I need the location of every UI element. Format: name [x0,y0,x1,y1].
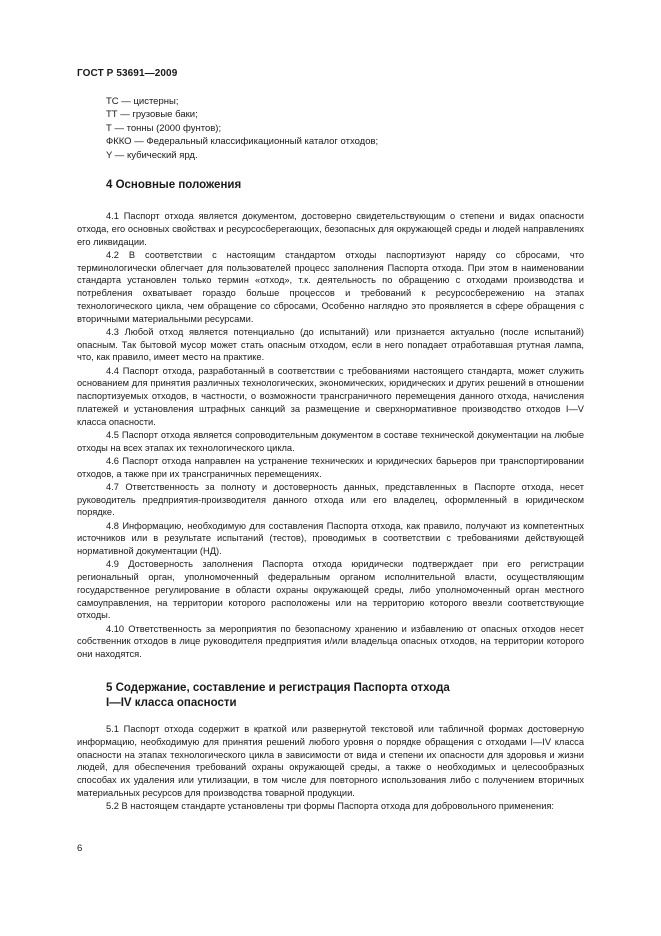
section-5-body [77,723,584,813]
abbreviation-item: ФККО — Федеральный классификационный каталог отходов; [106,136,379,148]
paragraph-4-8: 4.8 Информацию, необходимую для составления Паспорта отхода, как правило, получают из компетентных источников или в результате испытаний (тестов), проводимых в соответствии с требованиями действующей нормативной документации (НД). [77,520,584,556]
paragraph-4-2: 4.2 В соответствии с настоящим стандартом отходы паспортизуют наряду со сбросами, что терминологически облегчает для пользователей процесс заполнения Паспорта отхода. При этом в наименовании стандарта установлен только термин «отход», т.к. деятельность по обращению с отходами производства и потребления охватывает гораздо больше процессов и требований к ресурсосбережению на этапах технологического цикла, чем обращение со сбросами, Особенно наглядно это проявляется в сфере обращения с вторичными материальными ресурсами. [77,249,584,324]
paragraph-4-3: 4.3 Любой отход является потенциально (до испытаний) или признается актуально (после испытаний) опасным. Так бытовой мусор может стать опасным отходом, если в него попадает отработавшая ртутная лампа, что, как правило, имеет место на практике. [77,326,584,363]
paragraph-5-1: 5.1 Паспорт отхода содержит в краткой или развернутой текстовой или табличной формах достоверную информацию, необходимую для принятия решений любого уровня о порядке обращения с отходами I—IV класса опасности на этапах технологического цикла в зависимости от вида и степени их опасности для здоровья и жизни людей, для обеспечения требований охраны окружающей среды, а также о необходимых и целесообразных способах их удаления или утилизации, в том числе для повторного использования либо с получением вторичных материальных ресурсов для производства товарной продукции. [77,724,584,798]
section-4-heading: 4 Основные положения [106,179,242,191]
paragraph-4-7: 4.7 Ответственность за полноту и достоверность данных, представленных в Паспорте отхода, несет руководитель предприятия-производителя данного отхода или его владелец, оформленный в юридическом порядке. [77,481,584,518]
section-4-body [77,210,584,661]
abbreviation-item: ТС — цистерны; [106,96,179,107]
paragraph-4-9: 4.9 Достоверность заполнения Паспорта отхода юридически подтверждает при его регистрации региональный орган, уполномоченный федеральным органом исполнительной власти, осуществляющим государственное регулирование в области охраны окружающей среды, либо уполномоченный орган местного самоуправления, на территории которого расположены или на территорию которого ввезли соответствующие отходы. [77,559,584,621]
abbreviation-item: Т — тонны (2000 фунтов); [106,122,222,134]
paragraph-5-2: 5.2 В настоящем стандарте установлены три формы Паспорта отхода для добровольного применения: [106,801,555,811]
section-5-heading-line-1: 5 Содержание, составление и регистрация Паспорта отхода [106,682,450,694]
abbreviation-item: ТТ — грузовые баки; [106,109,198,121]
paragraph-4-10: 4.10 Ответственность за мероприятия по безопасному хранению и избавлению от опасных отходов несет собственник отходов в лице руководителя предприятия и/или владельца опасных отходов, на территории которого они находятся. [77,623,584,659]
page-number: 6 [77,843,83,854]
section-5-heading [106,681,450,711]
section-5-heading-line-2: I—IV класса опасности [106,697,237,709]
abbreviation-item: Y — кубический ярд. [106,149,198,161]
paragraph-4-6: 4.6 Паспорт отхода направлен на устранение технических и юридических барьеров при транспортировании отходов, а также при их трансграничных перемещениях. [77,455,584,479]
paragraph-4-4: 4.4 Паспорт отхода, разработанный в соответствии с требованиями настоящего стандарта, может служить основанием для принятия различных технологических, экономических, юридических и других решений в отношении паспортизуемых отходов, в частности, о возможности трансграничного перемещения данного отхода, начисления платежей и установления штрафных санкций за размещение и сверхнормативное производство отходов I—V класса опасности. [77,365,584,427]
abbreviations-list [106,95,378,162]
paragraph-4-5: 4.5 Паспорт отхода является сопроводительным документом в составе технической документации на любые отходы на всех этапах их технологического цикла. [77,429,584,453]
paragraph-4-1: 4.1 Паспорт отхода является документом, достоверно свидетельствующим о степени и видах опасности отхода, его основных свойствах и ресурсосберегающих, безопасных для окружающей среды и людей направлениях его ликвидации. [77,211,584,247]
standard-code-header: ГОСТ Р 53691—2009 [77,68,178,79]
